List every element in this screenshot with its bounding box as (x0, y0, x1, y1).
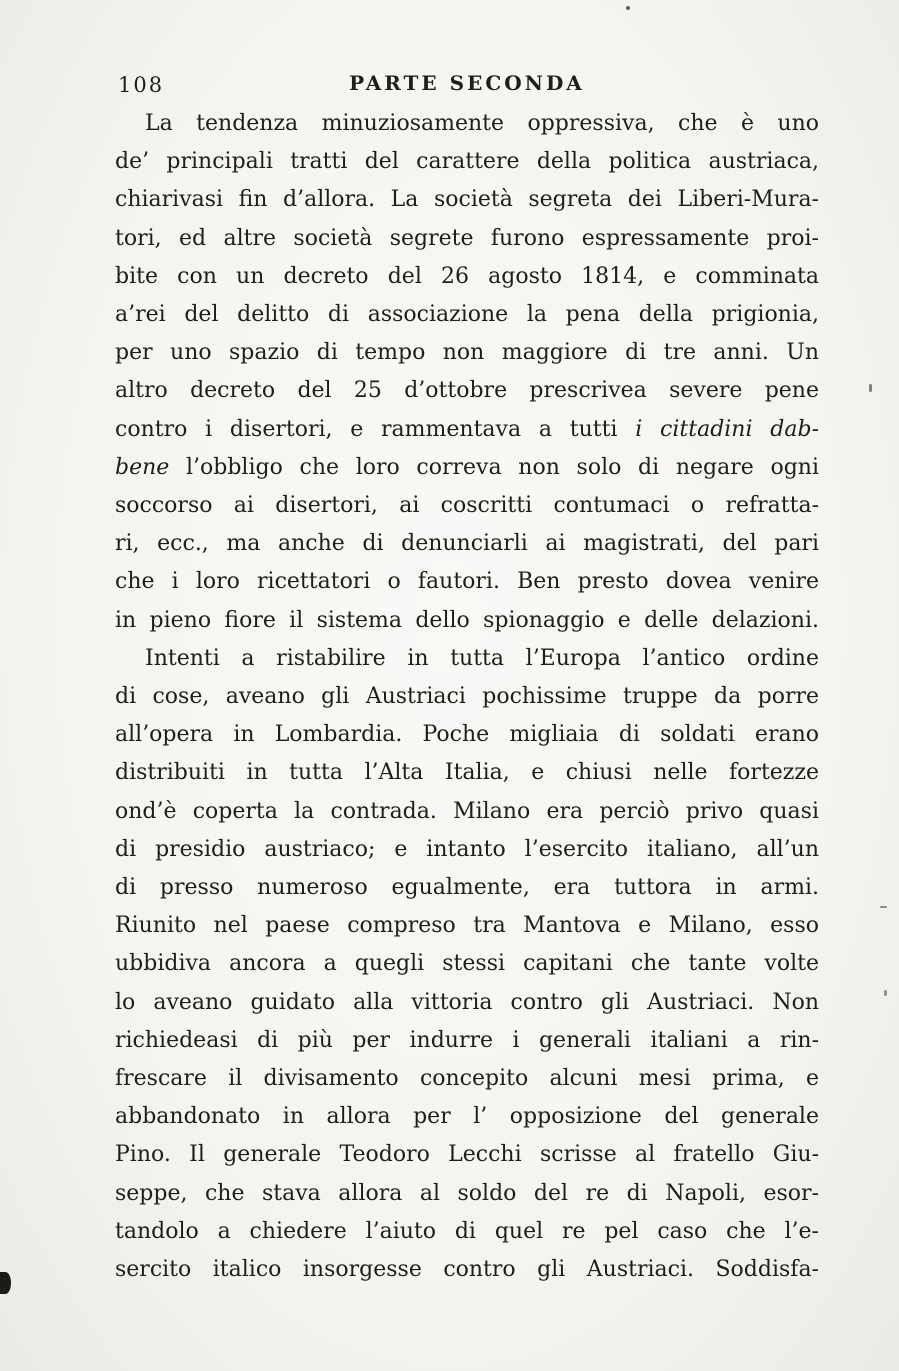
text-segment: di cose, aveano gli Austriaci pochissime truppe da porre (115, 684, 819, 710)
text-segment: lo aveano guidato alla vittoria contro gli Austriaci. Non (115, 989, 819, 1015)
text-segment: richiedeasi di più per indurre i generali italiani a rin- (115, 1027, 819, 1053)
text-segment: abbandonato in allora per l’ opposizione del generale (115, 1104, 819, 1130)
text-segment: de’ principali tratti del carattere della politica austriaca, (115, 149, 819, 175)
text-line (115, 754, 819, 792)
scan-artifact-tick (884, 990, 887, 996)
italic-phrase: i cittadini dab- (635, 416, 820, 442)
text-line (115, 1098, 819, 1136)
italic-phrase: bene (115, 454, 170, 480)
text-line (115, 640, 819, 678)
text-segment: altro decreto del 25 d’ottobre prescrivea severe pene (115, 378, 819, 404)
text-line (115, 334, 819, 372)
text-segment: per uno spazio di tempo non maggiore di tre anni. Un (115, 340, 819, 366)
text-segment: all’opera in Lombardia. Poche migliaia di soldati erano (115, 722, 819, 748)
text-line (115, 296, 819, 334)
text-line (115, 449, 819, 487)
text-segment: seppe, che stava allora al soldo del re di Napoli, esor- (115, 1180, 819, 1206)
text-segment: Intenti a ristabilire in tutta l’Europa l’antico ordine (145, 645, 819, 671)
text-segment: soccorso ai disertori, ai coscritti contumaci o refratta- (115, 493, 819, 519)
text-segment: ubbidiva ancora a quegli stessi capitani che tante volte (115, 951, 819, 977)
text-line (115, 220, 819, 258)
text-segment: ond’è coperta la contrada. Milano era perciò privo quasi (115, 798, 819, 824)
body-text (115, 105, 819, 1289)
text-line (115, 258, 819, 296)
text-segment: Riunito nel paese compreso tra Mantova e Milano, esso (115, 913, 819, 939)
text-line (115, 1175, 819, 1213)
text-line (115, 143, 819, 181)
text-line (115, 1213, 819, 1251)
text-line (115, 105, 819, 143)
text-line (115, 563, 819, 601)
page-number: 108 (118, 73, 165, 97)
section-title: PARTE SECONDA (349, 71, 585, 95)
text-segment: l’obbligo che loro correva non solo di negare ogni (169, 454, 819, 480)
text-line (115, 907, 819, 945)
scan-artifact-dot (626, 6, 630, 10)
text-segment: sercito italico insorgesse contro gli Austriaci. Soddisfa- (115, 1257, 819, 1283)
text-segment: che i loro ricettatori o fautori. Ben presto dovea venire (115, 569, 819, 595)
text-line (115, 869, 819, 907)
text-line (115, 1022, 819, 1060)
text-segment: Pino. Il generale Teodoro Lecchi scrisse al fratello Giu- (115, 1142, 819, 1168)
text-segment: di presidio austriaco; e intanto l’esercito italiano, all’un (115, 836, 819, 862)
scan-artifact-corner-blot (0, 1272, 11, 1294)
text-line (115, 831, 819, 869)
text-line (115, 525, 819, 563)
text-line (115, 678, 819, 716)
scan-artifact-tick (880, 906, 887, 908)
text-line (115, 945, 819, 983)
text-line (115, 602, 819, 640)
text-segment: ri, ecc., ma anche di denunciarli ai magistrati, del pari (115, 531, 819, 557)
text-line (115, 487, 819, 525)
text-segment: bite con un decreto del 26 agosto 1814, e comminata (115, 263, 819, 289)
text-segment: tandolo a chiedere l’aiuto di quel re pel caso che l’e- (115, 1218, 819, 1244)
text-line (115, 793, 819, 831)
text-segment: La tendenza minuziosamente oppressiva, che è uno (145, 111, 819, 136)
text-segment: tori, ed altre società segrete furono espressamente proi- (115, 225, 819, 251)
text-line (115, 1251, 819, 1289)
text-segment: frescare il divisamento concepito alcuni mesi prima, e (115, 1066, 819, 1092)
text-line (115, 984, 819, 1022)
text-line (115, 1060, 819, 1098)
text-segment: di presso numeroso egualmente, era tuttora in armi. (115, 875, 819, 901)
scan-artifact-tick (869, 384, 872, 392)
text-segment: contro i disertori, e rammentava a tutti (115, 416, 636, 442)
text-segment: distribuiti in tutta l’Alta Italia, e chiusi nelle fortezze (115, 760, 819, 786)
text-line (115, 181, 819, 219)
text-segment: a’rei del delitto di associazione la pena della prigionia, (115, 302, 819, 328)
text-segment: chiarivasi fin d’allora. La società segreta dei Liberi-Mura- (115, 187, 819, 213)
text-line (115, 372, 819, 410)
text-segment: in pieno fiore il sistema dello spionaggio e delle delazioni. (115, 607, 819, 633)
text-line (115, 1136, 819, 1174)
text-line (115, 411, 819, 449)
text-line (115, 716, 819, 754)
running-head (115, 68, 819, 102)
